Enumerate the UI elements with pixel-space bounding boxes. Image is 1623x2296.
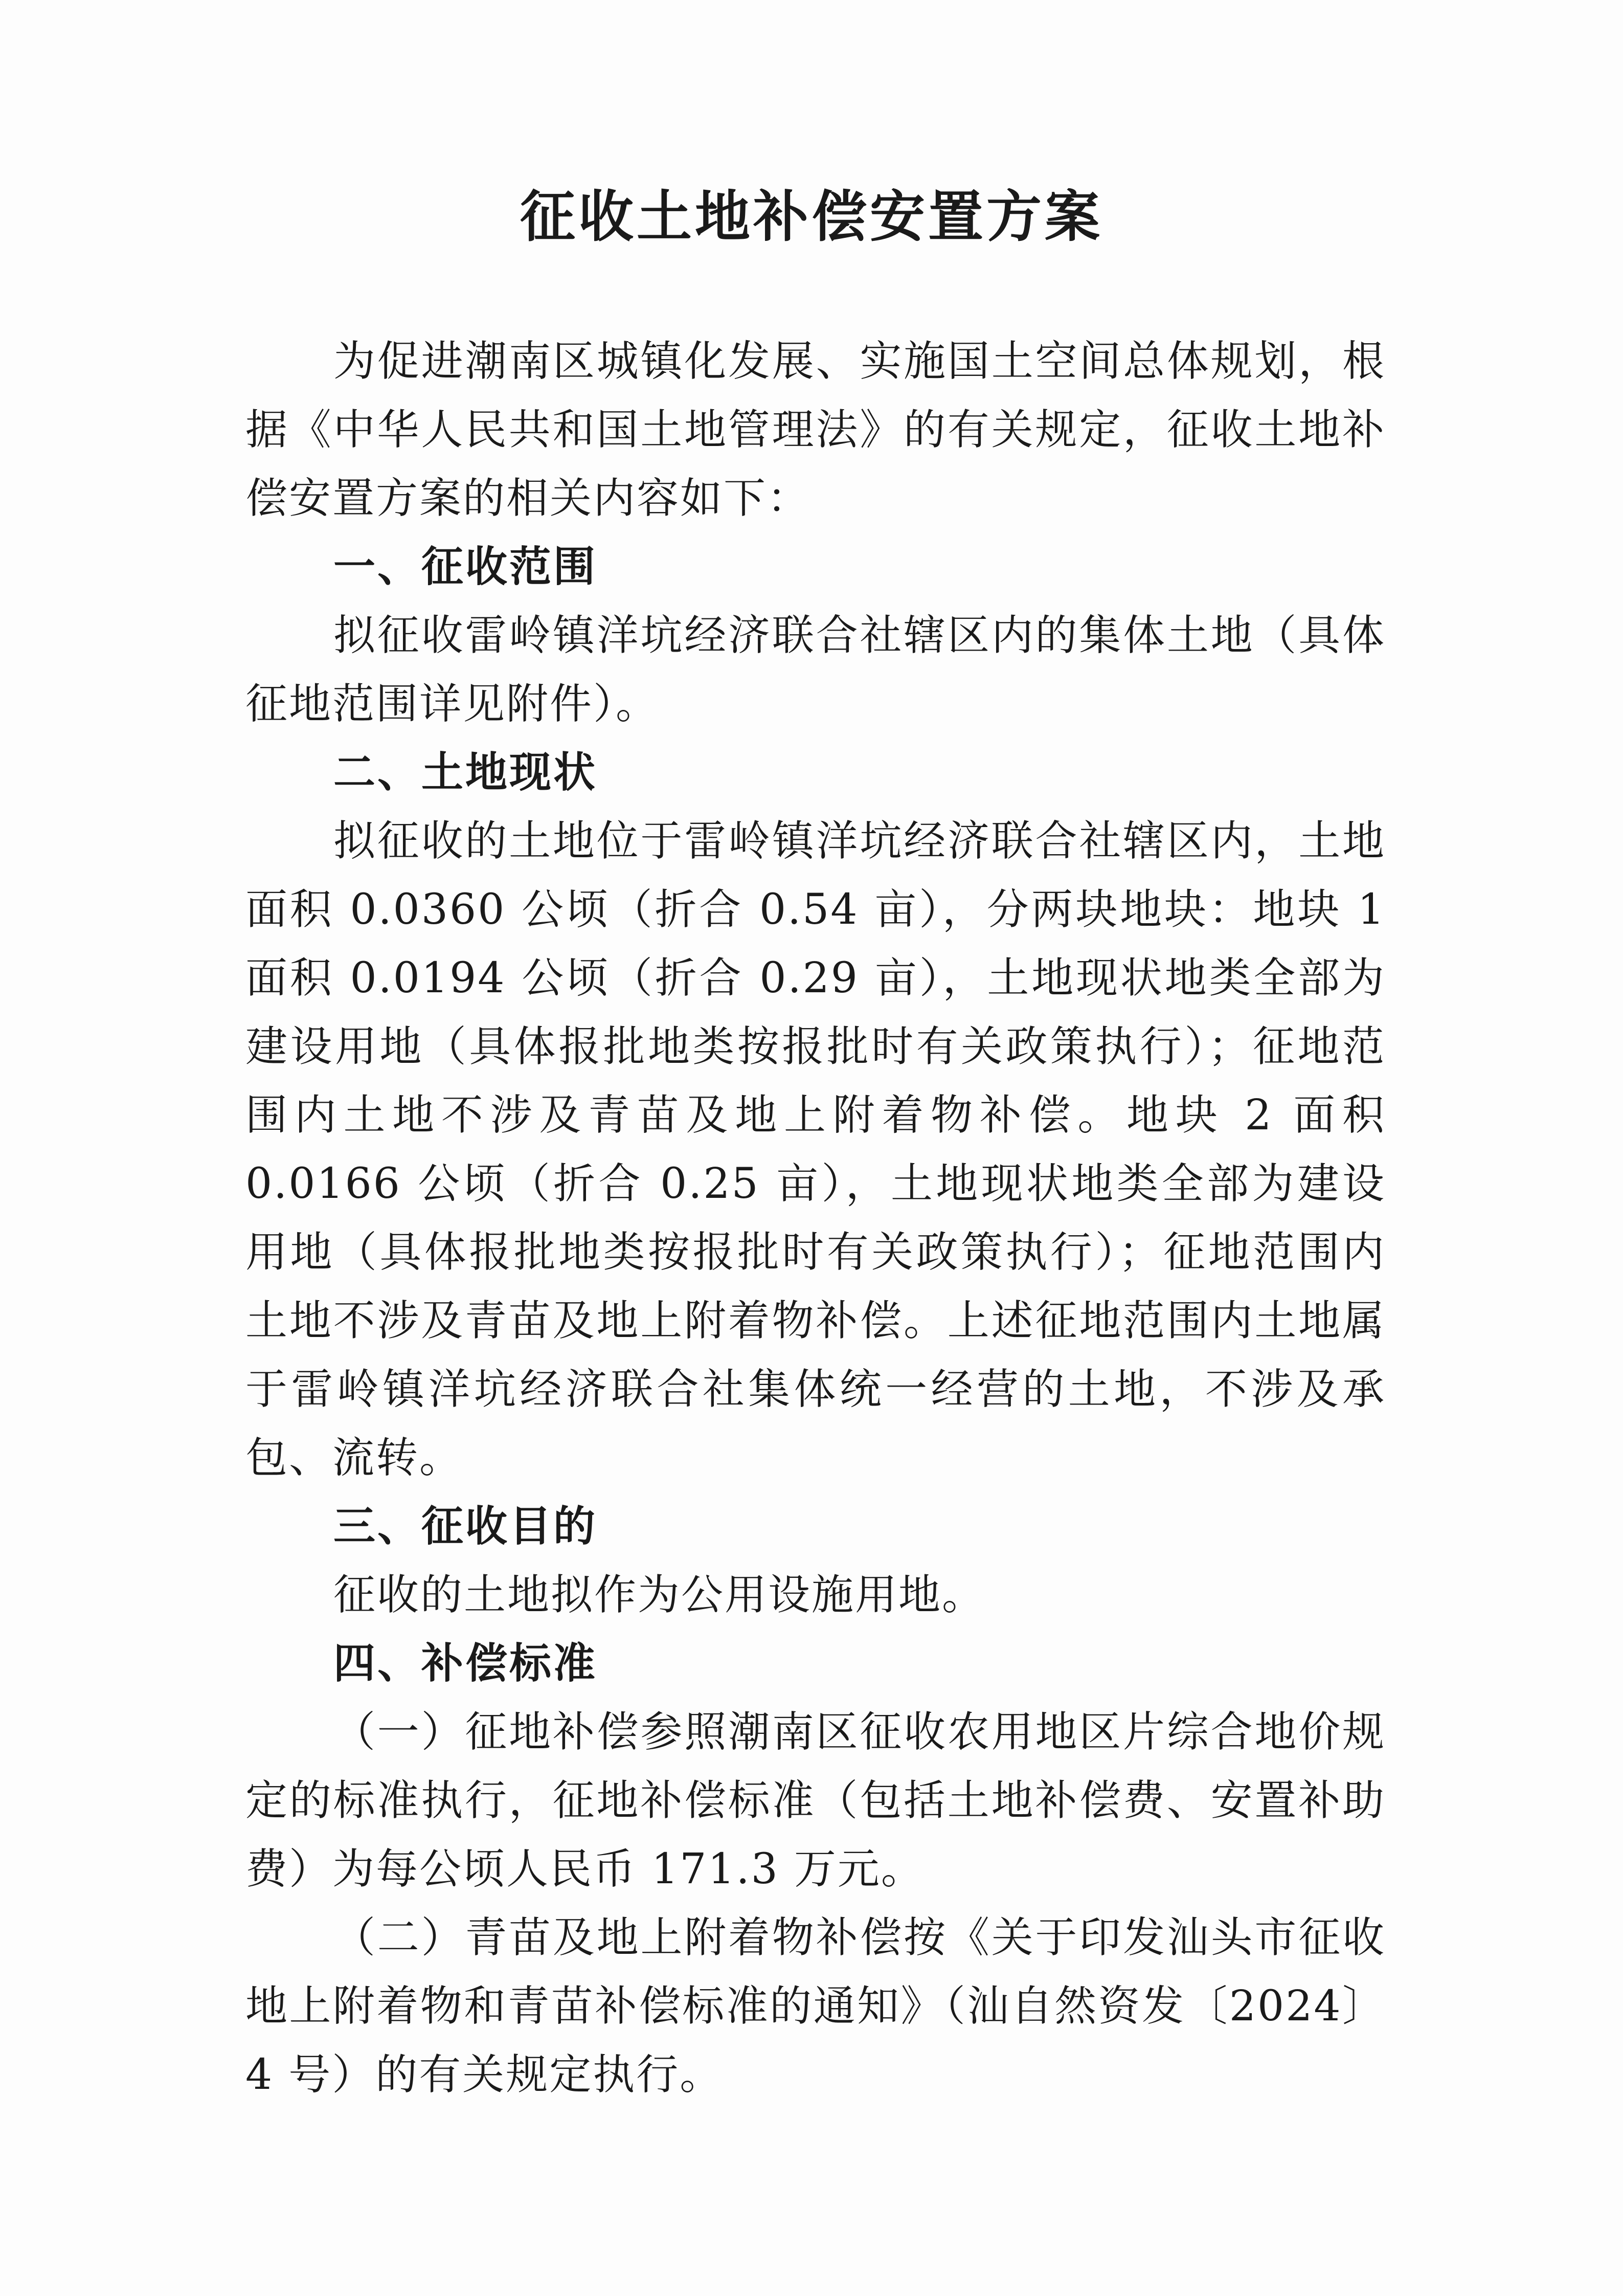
document-title: 征收土地补偿安置方案: [520, 185, 1103, 249]
section-paragraph: 拟征收的土地位于雷岭镇洋坑经济联合社辖区内，土地面积 0.0360 公顷（折合 0.54 亩），分两块地块：地块 1 面积 0.0194 公顷（折合 0.29 亩），土地现状地类全部为建设用地（具体报批地类按报批时有关政策执行）；征地范围内土地不涉及青苗及地上附着物补偿。地块 2 面积 0.0166 公顷（折合 0.25 亩），土地现状地类全部为建设用地（具体报批地类按报批时有关政策执行）；征地范围内土地不涉及青苗及地上附着物补偿。上述征地范围内土地属于雷岭镇洋坑经济联合社集体统一经营的土地，不涉及承包、流转。: [245, 817, 1386, 1482]
document-body: [245, 327, 1386, 2109]
section-paragraph: （一）征地补偿参照潮南区征收农用地区片综合地价规定的标准执行，征地补偿标准（包括土地补偿费、安置补助费）为每公顷人民币 171.3 万元。: [245, 1708, 1386, 1893]
section-purpose: [245, 1492, 1386, 1630]
section-compensation: [245, 1630, 1386, 2109]
section-heading: 三、征收目的: [333, 1502, 598, 1551]
section-heading: 二、土地现状: [333, 748, 598, 797]
section-scope: [245, 533, 1386, 739]
section-heading: 一、征收范围: [333, 543, 598, 591]
section-heading: 四、补偿标准: [333, 1639, 598, 1688]
section-land-status: [245, 739, 1386, 1492]
section-paragraph: 拟征收雷岭镇洋坑经济联合社辖区内的集体土地（具体征地范围详见附件）。: [245, 611, 1386, 728]
section-paragraph: （二）青苗及地上附着物补偿按《关于印发汕头市征收地上附着物和青苗补偿标准的通知》（汕自然资发〔2024〕4 号）的有关规定执行。: [245, 1913, 1386, 2099]
intro-paragraph: 为促进潮南区城镇化发展、实施国土空间总体规划，根据《中华人民共和国土地管理法》的有关规定，征收土地补偿安置方案的相关内容如下：: [245, 337, 1386, 523]
section-paragraph: 征收的土地拟作为公用设施用地。: [333, 1571, 986, 1619]
